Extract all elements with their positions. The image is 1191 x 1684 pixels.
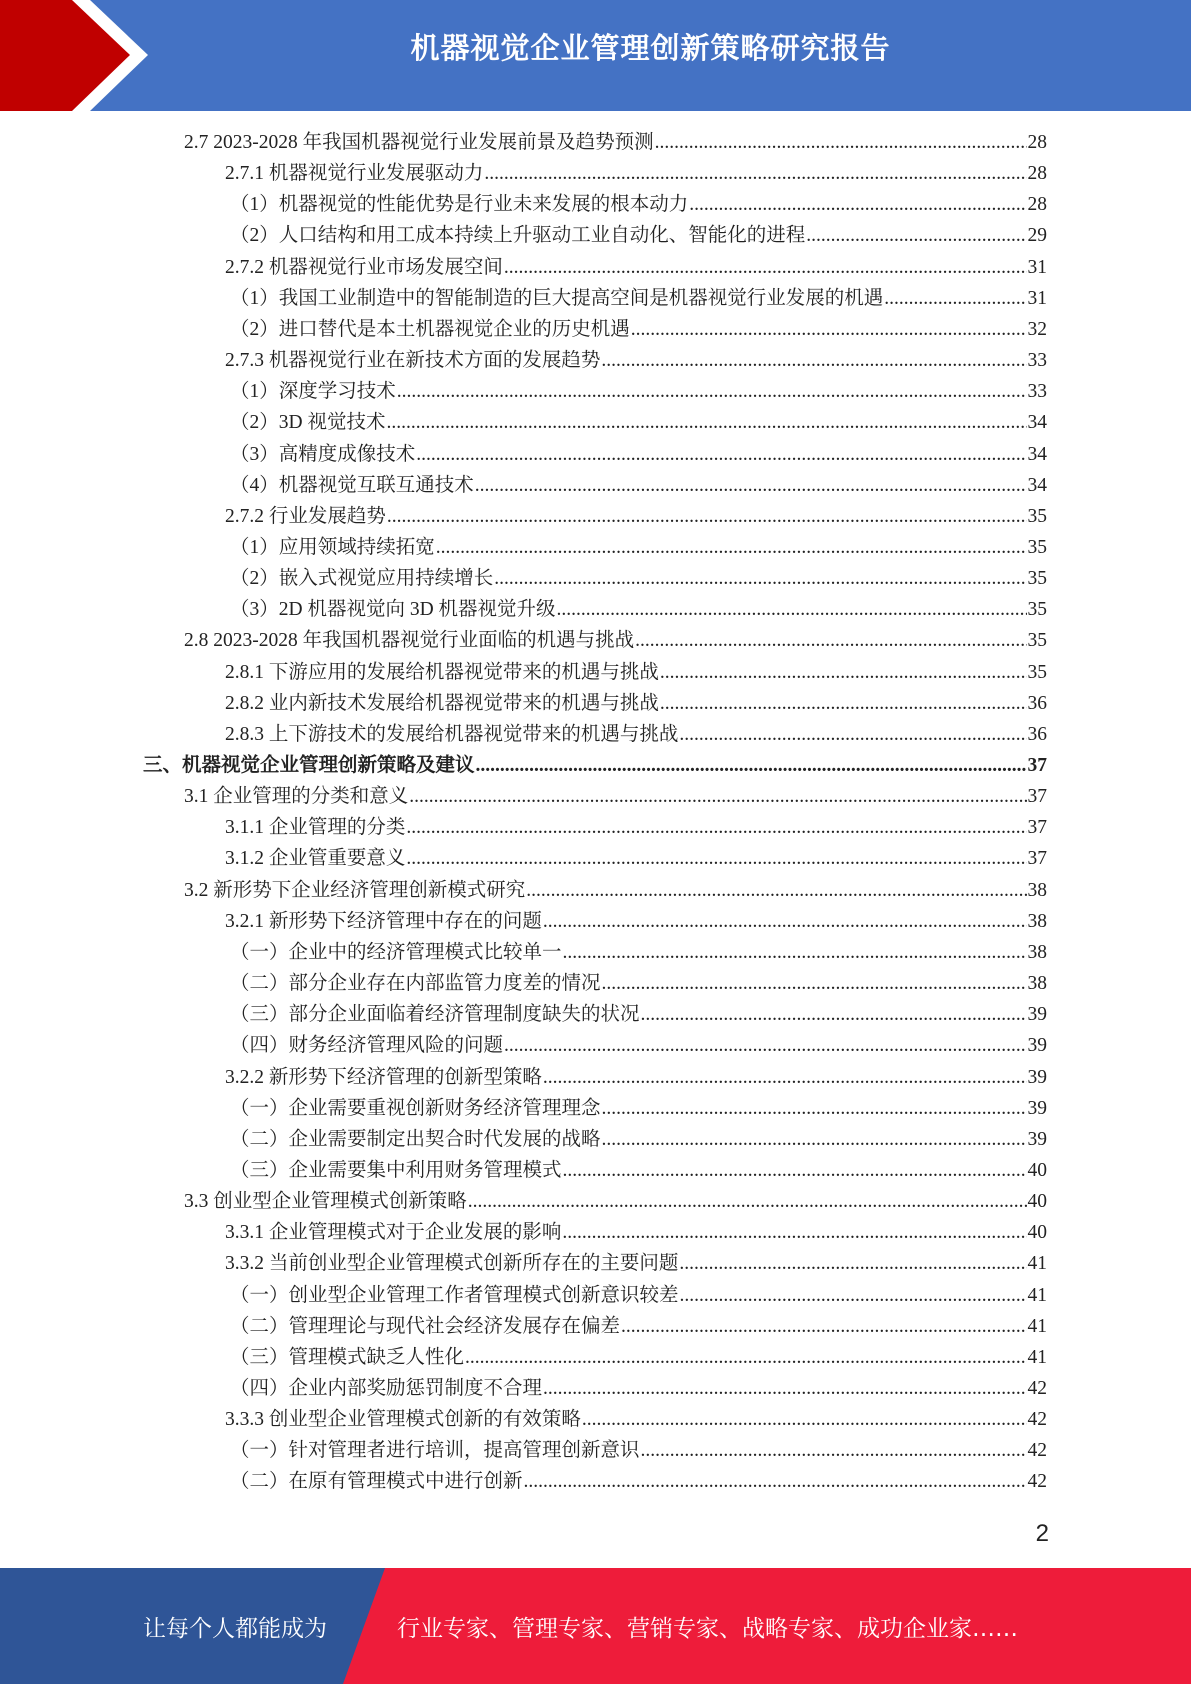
toc-entry-page: 37 — [1027, 848, 1047, 870]
toc-entry-title: （4）机器视觉互联互通技术 — [230, 474, 474, 496]
toc-entry-title: （三）管理模式缺乏人性化 — [230, 1346, 465, 1368]
toc-leader-dots — [631, 314, 1027, 345]
toc-entry-page: 28 — [1027, 132, 1047, 153]
toc-leader-dots — [504, 252, 1027, 283]
toc-entry[interactable] — [225, 1248, 1047, 1279]
toc-entry-title: 3.2.2 新形势下经济管理的创新型策略 — [225, 1066, 542, 1088]
toc-entry[interactable] — [225, 688, 1047, 719]
toc-entry[interactable] — [230, 189, 1047, 220]
toc-leader-dots — [524, 1466, 1027, 1497]
toc-entry-title: 2.7 2023-2028 年我国机器视觉行业发展前景及趋势预测 — [184, 132, 654, 153]
footer-slogan-left: 让每个人都能成为 — [143, 1616, 327, 1642]
toc-entry-page: 34 — [1027, 412, 1047, 434]
toc-entry-title: 3.1 企业管理的分类和意义 — [184, 786, 409, 808]
toc-leader-dots — [504, 1030, 1026, 1061]
toc-entry[interactable] — [230, 563, 1047, 594]
toc-entry[interactable] — [225, 158, 1047, 189]
toc-entry-page: 35 — [1027, 599, 1047, 621]
page-header — [0, 0, 1191, 111]
toc-entry-page: 34 — [1027, 474, 1047, 496]
toc-entry[interactable] — [230, 1093, 1047, 1124]
toc-entry[interactable] — [225, 812, 1047, 843]
toc-entry-title: 3.1.1 企业管理的分类 — [225, 817, 406, 839]
toc-entry[interactable] — [225, 345, 1047, 376]
toc-entry-title: （四）财务经济管理风险的问题 — [230, 1035, 504, 1057]
page-footer — [0, 1568, 1191, 1684]
toc-entry-page: 36 — [1027, 723, 1047, 745]
toc-entry-page: 31 — [1027, 256, 1047, 278]
toc-leader-dots — [602, 1093, 1027, 1124]
toc-entry-page: 29 — [1027, 225, 1047, 247]
toc-entry[interactable] — [230, 407, 1047, 438]
toc-entry-page: 37 — [1027, 786, 1047, 808]
toc-leader-dots — [655, 127, 1027, 158]
toc-entry-title: （四）企业内部奖励惩罚制度不合理 — [230, 1378, 543, 1399]
toc-entry-page: 42 — [1027, 1409, 1047, 1431]
toc-entry[interactable] — [225, 1062, 1047, 1093]
toc-leader-dots — [484, 158, 1026, 189]
toc-entry[interactable] — [225, 719, 1047, 750]
page-number: 2 — [1035, 1520, 1049, 1547]
toc-leader-dots — [806, 220, 1026, 251]
toc-entry-title: （2）进口替代是本土机器视觉企业的历史机遇 — [230, 318, 630, 340]
toc-entry-page: 40 — [1027, 1159, 1047, 1181]
toc-entry[interactable] — [184, 875, 1047, 906]
toc-entry-title: 3.3 创业型企业管理模式创新策略 — [184, 1191, 467, 1213]
toc-entry-page: 28 — [1027, 163, 1047, 185]
toc-entry[interactable] — [230, 470, 1047, 501]
toc-entry[interactable] — [230, 1373, 1047, 1404]
toc-leader-dots — [660, 688, 1027, 719]
toc-leader-dots — [563, 1155, 1027, 1186]
toc-leader-dots — [543, 906, 1027, 937]
toc-entry-page: 42 — [1027, 1378, 1047, 1399]
toc-leader-dots — [416, 439, 1026, 470]
toc-entry-page: 28 — [1027, 194, 1047, 216]
toc-entry[interactable] — [230, 283, 1047, 314]
toc-leader-dots — [526, 875, 1026, 906]
toc-leader-dots — [436, 532, 1027, 563]
toc-entry[interactable] — [225, 1404, 1047, 1435]
toc-entry-page: 40 — [1027, 1222, 1047, 1244]
toc-entry-page: 39 — [1027, 1097, 1047, 1119]
toc-entry-title: 2.7.2 行业发展趋势 — [225, 505, 386, 527]
toc-entry-page: 37 — [1027, 817, 1047, 839]
toc-entry[interactable] — [225, 657, 1047, 688]
toc-entry-page: 42 — [1027, 1440, 1047, 1462]
toc-entry[interactable] — [230, 594, 1047, 625]
toc-leader-dots — [602, 1124, 1027, 1155]
toc-entry-title: （二）管理理论与现代社会经济发展存在偏差 — [230, 1315, 621, 1337]
toc-entry-page: 39 — [1027, 1035, 1047, 1057]
toc-entry-title: （二）企业需要制定出契合时代发展的战略 — [230, 1128, 601, 1150]
toc-entry-page: 33 — [1027, 381, 1047, 403]
toc-leader-dots — [679, 1248, 1026, 1279]
toc-entry-page: 35 — [1027, 505, 1047, 527]
toc-entry[interactable] — [230, 968, 1047, 999]
footer-slogan-right: 行业专家、管理专家、营销专家、战略专家、成功企业家…… — [397, 1616, 1018, 1642]
toc-entry-title: 2.7.2 机器视觉行业市场发展空间 — [225, 256, 503, 278]
toc-leader-dots — [468, 1186, 1027, 1217]
toc-entry[interactable] — [230, 1435, 1047, 1466]
toc-entry[interactable] — [225, 501, 1047, 532]
toc-leader-dots — [465, 1342, 1026, 1373]
toc-entry[interactable] — [230, 1155, 1047, 1186]
toc-entry-title: （1）机器视觉的性能优势是行业未来发展的根本动力 — [230, 194, 689, 216]
toc-entry-page: 35 — [1027, 630, 1047, 652]
toc-entry-title: 3.1.2 企业管重要意义 — [225, 848, 406, 870]
toc-entry-page: 41 — [1027, 1284, 1047, 1306]
toc-entry-page: 37 — [1027, 755, 1047, 776]
toc-entry-title: （2）3D 视觉技术 — [230, 412, 386, 434]
toc-entry[interactable] — [230, 1342, 1047, 1373]
toc-entry-page: 40 — [1027, 1191, 1047, 1213]
toc-entry[interactable] — [230, 937, 1047, 968]
toc-leader-dots — [635, 625, 1026, 656]
toc-entry-title: （2）人口结构和用工成本持续上升驱动工业自动化、智能化的进程 — [230, 225, 806, 247]
toc-leader-dots — [409, 781, 1026, 812]
toc-entry[interactable] — [143, 750, 1047, 781]
toc-leader-dots — [582, 1404, 1027, 1435]
toc-entry[interactable] — [184, 1186, 1047, 1217]
toc-entry-title: 3.2 新形势下企业经济管理创新模式研究 — [184, 879, 526, 901]
toc-entry-title: （1）深度学习技术 — [230, 381, 396, 403]
toc-entry-title: （三）企业需要集中利用财务管理模式 — [230, 1159, 562, 1181]
toc-entry[interactable] — [230, 439, 1047, 470]
toc-entry[interactable] — [230, 999, 1047, 1030]
toc-leader-dots — [476, 750, 1027, 781]
toc-entry-page: 38 — [1027, 973, 1047, 995]
toc-entry[interactable] — [225, 1217, 1047, 1248]
toc-entry-page: 39 — [1027, 1004, 1047, 1026]
toc-entry-page: 35 — [1027, 536, 1047, 558]
toc-entry[interactable] — [230, 532, 1047, 563]
toc-leader-dots — [543, 1062, 1027, 1093]
toc-entry[interactable] — [184, 127, 1047, 158]
toc-entry[interactable] — [184, 781, 1047, 812]
document-title: 机器视觉企业管理创新策略研究报告 — [410, 31, 891, 65]
toc-entry-page: 41 — [1027, 1315, 1047, 1337]
toc-leader-dots — [387, 501, 1027, 532]
toc-leader-dots — [641, 1435, 1027, 1466]
toc-entry[interactable] — [225, 843, 1047, 874]
toc-leader-dots — [406, 812, 1026, 843]
toc-entry-title: （3）高精度成像技术 — [230, 443, 416, 465]
toc-leader-dots — [543, 1373, 1026, 1404]
toc-entry-title: （一）创业型企业管理工作者管理模式创新意识较差 — [230, 1284, 679, 1306]
toc-leader-dots — [557, 594, 1027, 625]
toc-entry-page: 36 — [1027, 692, 1047, 714]
toc-leader-dots — [602, 968, 1027, 999]
toc-entry-title: （2）嵌入式视觉应用持续增长 — [230, 568, 494, 590]
toc-entry[interactable] — [225, 906, 1047, 937]
toc-entry-title: （一）企业需要重视创新财务经济管理理念 — [230, 1097, 601, 1119]
toc-entry-title: （3）2D 机器视觉向 3D 机器视觉升级 — [230, 599, 556, 621]
toc-entry-title: 三、机器视觉企业管理创新策略及建议 — [143, 755, 475, 776]
toc-entry[interactable] — [230, 1311, 1047, 1342]
toc-leader-dots — [406, 843, 1026, 874]
toc-entry-title: 2.8.1 下游应用的发展给机器视觉带来的机遇与挑战 — [225, 661, 659, 683]
toc-entry-title: （三）部分企业面临着经济管理制度缺失的状况 — [230, 1004, 640, 1026]
toc-entry-title: （一）企业中的经济管理模式比较单一 — [230, 941, 562, 963]
toc-leader-dots — [563, 937, 1027, 968]
toc-entry-title: （一）针对管理者进行培训，提高管理创新意识 — [230, 1440, 640, 1462]
toc-entry[interactable] — [230, 220, 1047, 251]
toc-entry-title: （1）我国工业制造中的智能制造的巨大提高空间是机器视觉行业发展的机遇 — [230, 287, 884, 309]
toc-entry-title: 2.8.2 业内新技术发展给机器视觉带来的机遇与挑战 — [225, 692, 659, 714]
toc-entry-page: 41 — [1027, 1346, 1047, 1368]
toc-entry-title: 3.3.1 企业管理模式对于企业发展的影响 — [225, 1222, 562, 1244]
toc-entry[interactable] — [230, 376, 1047, 407]
toc-entry-page: 39 — [1027, 1128, 1047, 1150]
toc-entry-title: 3.3.3 创业型企业管理模式创新的有效策略 — [225, 1409, 581, 1431]
toc-entry-page: 42 — [1027, 1471, 1047, 1493]
toc-leader-dots — [689, 189, 1026, 220]
toc-entry-page: 34 — [1027, 443, 1047, 465]
toc-leader-dots — [386, 407, 1026, 438]
toc-entry-page: 38 — [1027, 879, 1047, 901]
toc-entry-page: 33 — [1027, 350, 1047, 372]
toc-leader-dots — [660, 657, 1027, 688]
toc-leader-dots — [601, 345, 1026, 376]
toc-entry-page: 35 — [1027, 661, 1047, 683]
toc-entry-page: 38 — [1027, 910, 1047, 932]
toc-leader-dots — [562, 1217, 1026, 1248]
toc-entry-page: 38 — [1027, 941, 1047, 963]
toc-leader-dots — [397, 376, 1027, 407]
toc-entry-page: 35 — [1027, 568, 1047, 590]
toc-leader-dots — [679, 719, 1026, 750]
toc-entry[interactable] — [230, 1466, 1047, 1497]
toc-entry[interactable] — [184, 625, 1047, 656]
toc-leader-dots — [621, 1311, 1026, 1342]
toc-leader-dots — [641, 999, 1027, 1030]
toc-leader-dots — [884, 283, 1026, 314]
toc-entry[interactable] — [230, 1280, 1047, 1311]
toc-entry[interactable] — [230, 314, 1047, 345]
toc-leader-dots — [680, 1280, 1027, 1311]
toc-entry-page: 32 — [1027, 318, 1047, 340]
toc-entry-title: 2.7.3 机器视觉行业在新技术方面的发展趋势 — [225, 350, 601, 372]
toc-entry-title: 2.7.1 机器视觉行业发展驱动力 — [225, 163, 484, 185]
toc-entry[interactable] — [230, 1124, 1047, 1155]
toc-entry-title: （二）在原有管理模式中进行创新 — [230, 1471, 523, 1493]
toc-entry-title: （1）应用领域持续拓宽 — [230, 536, 435, 558]
toc-entry[interactable] — [225, 252, 1047, 283]
toc-entry-title: （二）部分企业存在内部监管力度差的情况 — [230, 973, 601, 995]
toc-entry-page: 31 — [1027, 287, 1047, 309]
toc-entry-title: 3.2.1 新形势下经济管理中存在的问题 — [225, 910, 542, 932]
toc-leader-dots — [475, 470, 1027, 501]
toc-entry-page: 39 — [1027, 1066, 1047, 1088]
toc-entry-page: 41 — [1027, 1253, 1047, 1275]
toc-entry[interactable] — [230, 1030, 1047, 1061]
toc-leader-dots — [494, 563, 1026, 594]
toc-entry-title: 2.8 2023-2028 年我国机器视觉行业面临的机遇与挑战 — [184, 630, 635, 652]
toc-entry-title: 3.3.2 当前创业型企业管理模式创新所存在的主要问题 — [225, 1253, 679, 1275]
toc-entry-title: 2.8.3 上下游技术的发展给机器视觉带来的机遇与挑战 — [225, 723, 679, 745]
